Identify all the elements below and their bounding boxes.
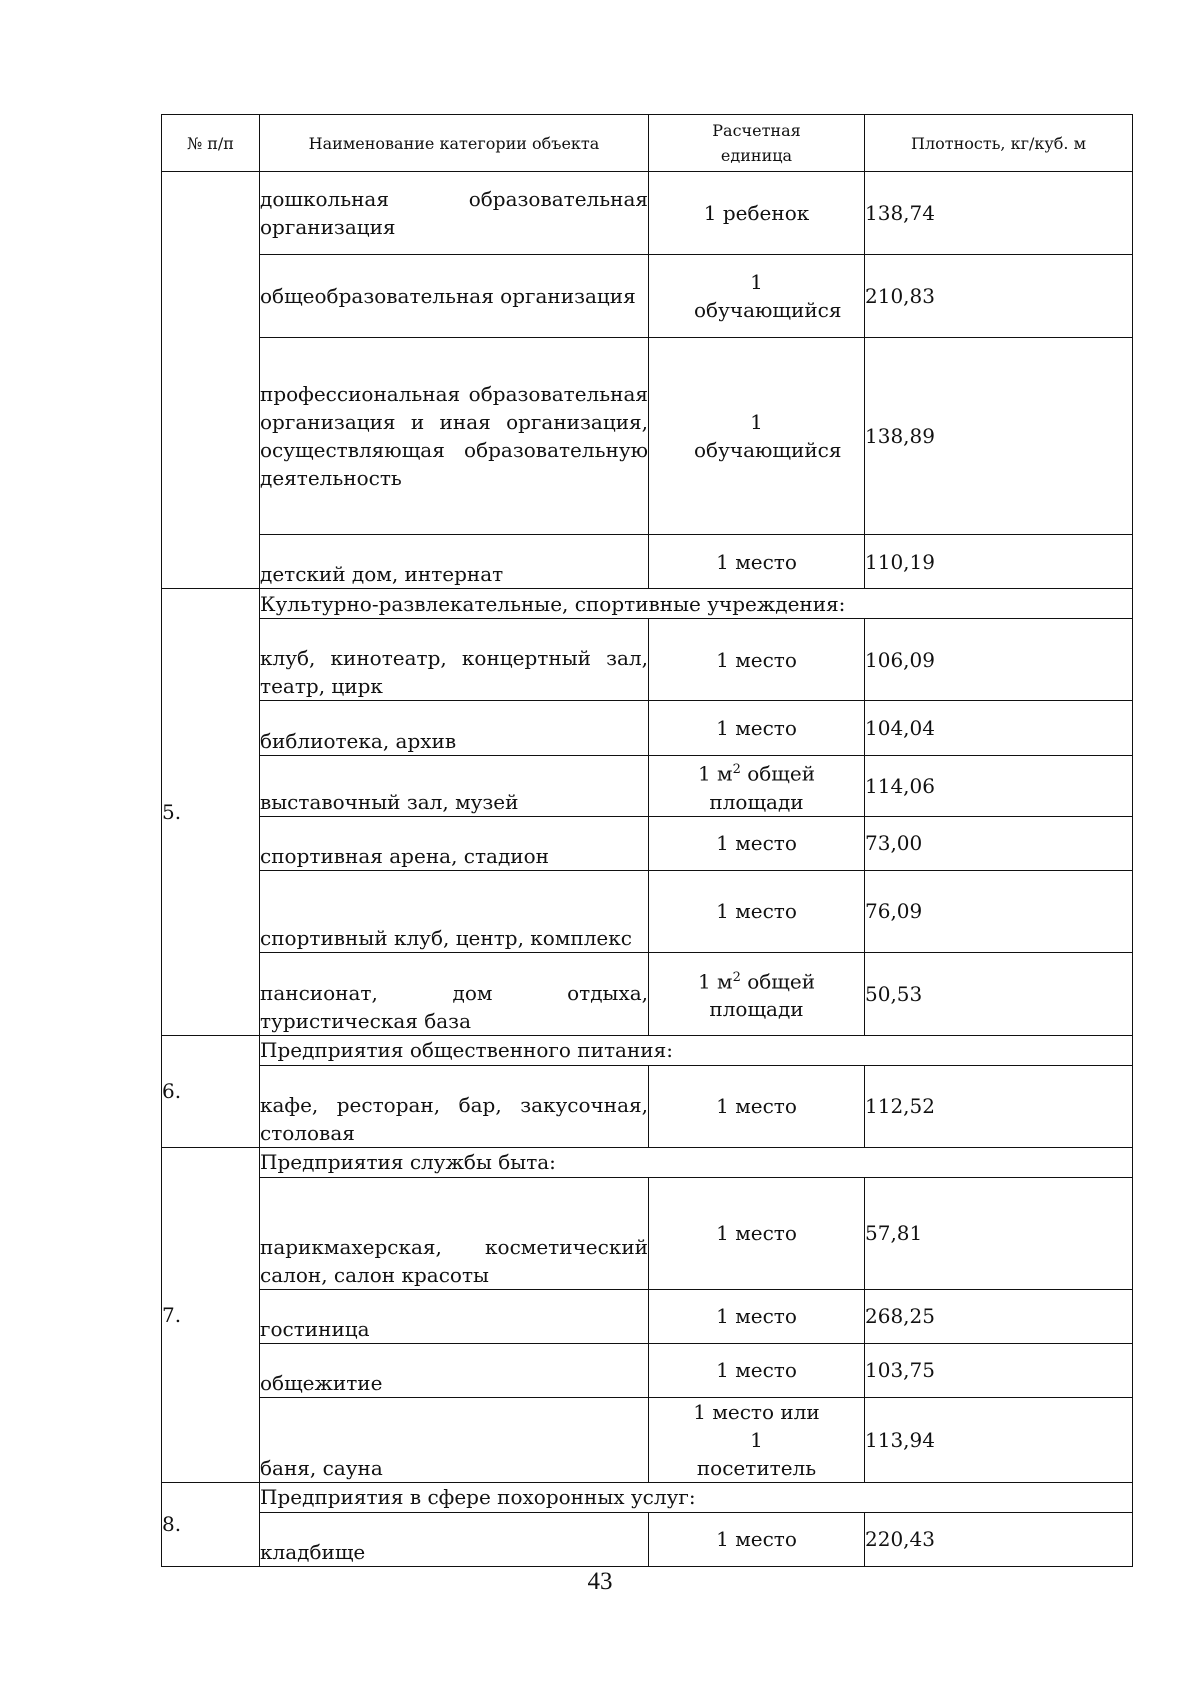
group-title: Предприятия общественного питания:	[260, 1035, 1133, 1065]
row-unit: 1 место	[649, 816, 865, 870]
row-name: дошкольная образовательная организация	[260, 172, 649, 255]
header-num: № п/п	[162, 115, 260, 172]
row-value: 103,75	[865, 1343, 1133, 1397]
table-row	[162, 619, 1133, 701]
row-name: выставочный зал, музей	[260, 756, 649, 817]
row-unit: 1 место	[649, 1512, 865, 1566]
row-value: 113,94	[865, 1397, 1133, 1482]
row-value: 220,43	[865, 1512, 1133, 1566]
row-unit: 1 место	[649, 701, 865, 756]
row-value: 104,04	[865, 701, 1133, 756]
row-name: кафе, ресторан, бар, закусочная, столовая	[260, 1065, 649, 1147]
row-name: клуб, кинотеатр, концертный зал, театр, цирк	[260, 619, 649, 701]
table-row	[162, 701, 1133, 756]
density-table	[161, 114, 1133, 1567]
row-unit: 1 место	[649, 619, 865, 701]
row-unit: 1 обучающийся	[649, 255, 865, 338]
table-row	[162, 1289, 1133, 1343]
table-row	[162, 1065, 1133, 1147]
header-unit: Расчетная единица	[649, 115, 865, 172]
header-name: Наименование категории объекта	[260, 115, 649, 172]
row-unit: 1 место	[649, 870, 865, 952]
row-unit: 1 обучающийся	[649, 338, 865, 535]
table-row	[162, 1397, 1133, 1482]
page-number: 43	[587, 1568, 613, 1595]
row-name: кладбище	[260, 1512, 649, 1566]
row-unit: 1 $м^2$ общей площади	[649, 952, 865, 1035]
group-num: 5.	[162, 589, 260, 1036]
group-title: Культурно-развлекательные, спортивные учреждения:	[260, 589, 1133, 619]
row-value: 110,19	[865, 535, 1133, 589]
table-row	[162, 756, 1133, 817]
row-name: пансионат, дом отдыха, туристическая база	[260, 952, 649, 1035]
row-name: гостиница	[260, 1289, 649, 1343]
row-value: 210,83	[865, 255, 1133, 338]
row-value: 76,09	[865, 870, 1133, 952]
header-density: Плотность, кг/куб. м	[865, 115, 1133, 172]
row-name: общеобразовательная организация	[260, 255, 649, 338]
group-title-row	[162, 589, 1133, 619]
group-num: 7.	[162, 1147, 260, 1482]
row-value: 73,00	[865, 816, 1133, 870]
row-unit: 1 место	[649, 1289, 865, 1343]
row-name: общежитие	[260, 1343, 649, 1397]
group-title: Предприятия службы быта:	[260, 1147, 1133, 1177]
table-row	[162, 535, 1133, 589]
row-name: спортивная арена, стадион	[260, 816, 649, 870]
group-title-row	[162, 1035, 1133, 1065]
table-row	[162, 816, 1133, 870]
row-value: 138,89	[865, 338, 1133, 535]
row-name: баня, сауна	[260, 1397, 649, 1482]
row-num-empty	[162, 172, 260, 589]
row-unit: 1 место	[649, 1065, 865, 1147]
row-value: 114,06	[865, 756, 1133, 817]
group-num: 6.	[162, 1035, 260, 1147]
group-title: Предприятия в сфере похоронных услуг:	[260, 1482, 1133, 1512]
table-row	[162, 1343, 1133, 1397]
row-value: 106,09	[865, 619, 1133, 701]
group-title-row	[162, 1482, 1133, 1512]
table-row	[162, 172, 1133, 255]
row-name: профессиональная образовательная организация и иная организация, осуществляющая образовательную деятельность	[260, 338, 649, 535]
table-row	[162, 255, 1133, 338]
table-row	[162, 1512, 1133, 1566]
row-unit: 1 место	[649, 1177, 865, 1289]
row-value: 112,52	[865, 1065, 1133, 1147]
row-unit: 1 место или 1 посетитель	[649, 1397, 865, 1482]
table-row	[162, 1177, 1133, 1289]
row-name: детский дом, интернат	[260, 535, 649, 589]
table-header-row	[162, 115, 1133, 172]
row-name: библиотека, архив	[260, 701, 649, 756]
row-name: спортивный клуб, центр, комплекс	[260, 870, 649, 952]
row-unit: 1 $м^2$ общей площади	[649, 756, 865, 817]
row-value: 50,53	[865, 952, 1133, 1035]
row-unit: 1 ребенок	[649, 172, 865, 255]
table-row	[162, 952, 1133, 1035]
row-unit: 1 место	[649, 1343, 865, 1397]
row-unit: 1 место	[649, 535, 865, 589]
group-title-row	[162, 1147, 1133, 1177]
row-value: 57,81	[865, 1177, 1133, 1289]
group-num: 8.	[162, 1482, 260, 1566]
row-value: 268,25	[865, 1289, 1133, 1343]
row-value: 138,74	[865, 172, 1133, 255]
table-row	[162, 338, 1133, 535]
table-row	[162, 870, 1133, 952]
row-name: парикмахерская, косметический салон, салон красоты	[260, 1177, 649, 1289]
